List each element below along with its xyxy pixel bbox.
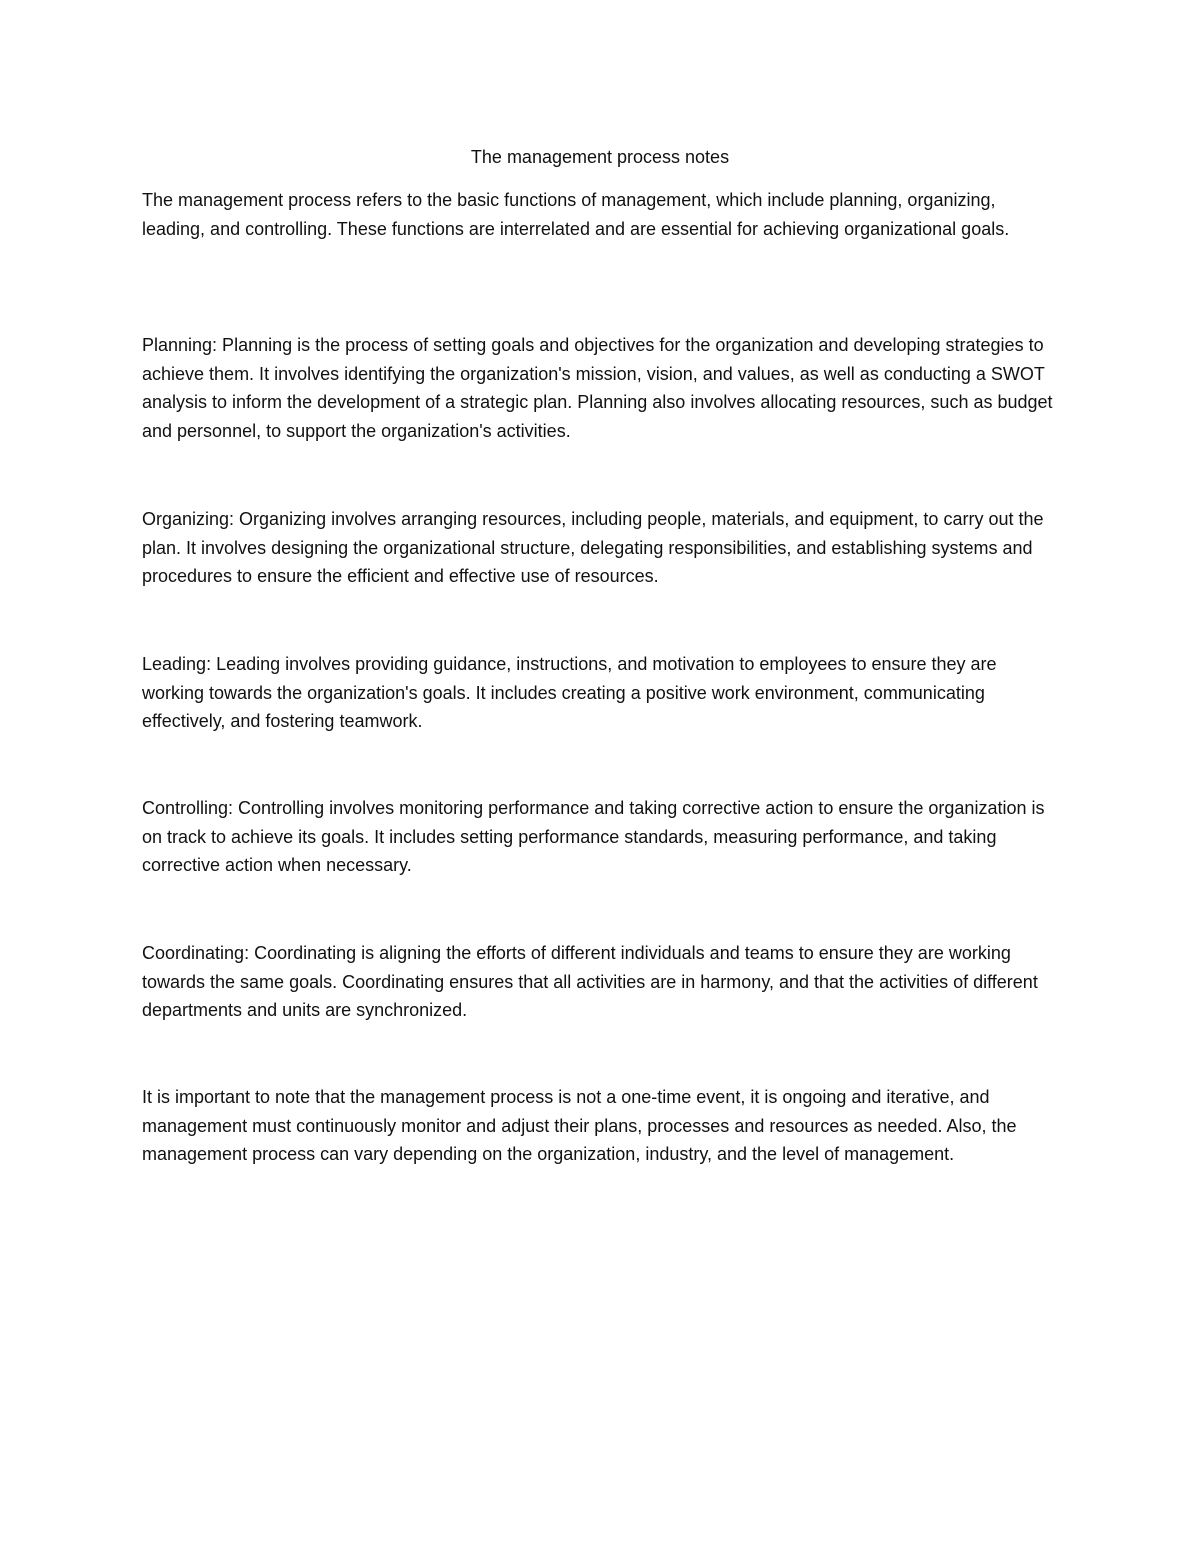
paragraph-controlling: Controlling: Controlling involves monitoring performance and taking corrective action to ensure the organization is on track to achieve its goals. It includes setting performance standards, measuring performance, and taking corrective action when necessary. xyxy=(142,798,1045,875)
paragraph-leading: Leading: Leading involves providing guidance, instructions, and motivation to employees to ensure they are working towards the organization's goals. It includes creating a positive work environment, communicating effectively, and fostering teamwork. xyxy=(142,654,997,731)
paragraph-coordinating: Coordinating: Coordinating is aligning the efforts of different individuals and teams to ensure they are working towards the same goals. Coordinating ensures that all activities are in harmony, and that the activities of different departments and units are synchronized. xyxy=(142,943,1038,1020)
paragraph-planning: Planning: Planning is the process of setting goals and objectives for the organization and developing strategies to achieve them. It involves identifying the organization's mission, vision, and values, as well as conducting a SWOT analysis to inform the development of a strategic plan. Planning also involves allocating resources, such as budget and personnel, to support the organization's activities. xyxy=(142,335,1053,441)
paragraph-organizing: Organizing: Organizing involves arranging resources, including people, materials, and equipment, to carry out the plan. It involves designing the organizational structure, delegating responsibilities, and establishing systems and procedures to ensure the efficient and effective use of resources. xyxy=(142,509,1044,586)
paragraph-closing: It is important to note that the management process is not a one-time event, it is ongoing and iterative, and management must continuously monitor and adjust their plans, processes and resources as needed. Also, the management process can vary depending on the organization, industry, and the level of management. xyxy=(142,1087,1017,1164)
document-title: The management process notes xyxy=(470,147,730,167)
paragraph-intro: The management process refers to the basic functions of management, which include planning, organizing, leading, and controlling. These functions are interrelated and are essential for achieving organizational goals. xyxy=(142,190,1010,239)
